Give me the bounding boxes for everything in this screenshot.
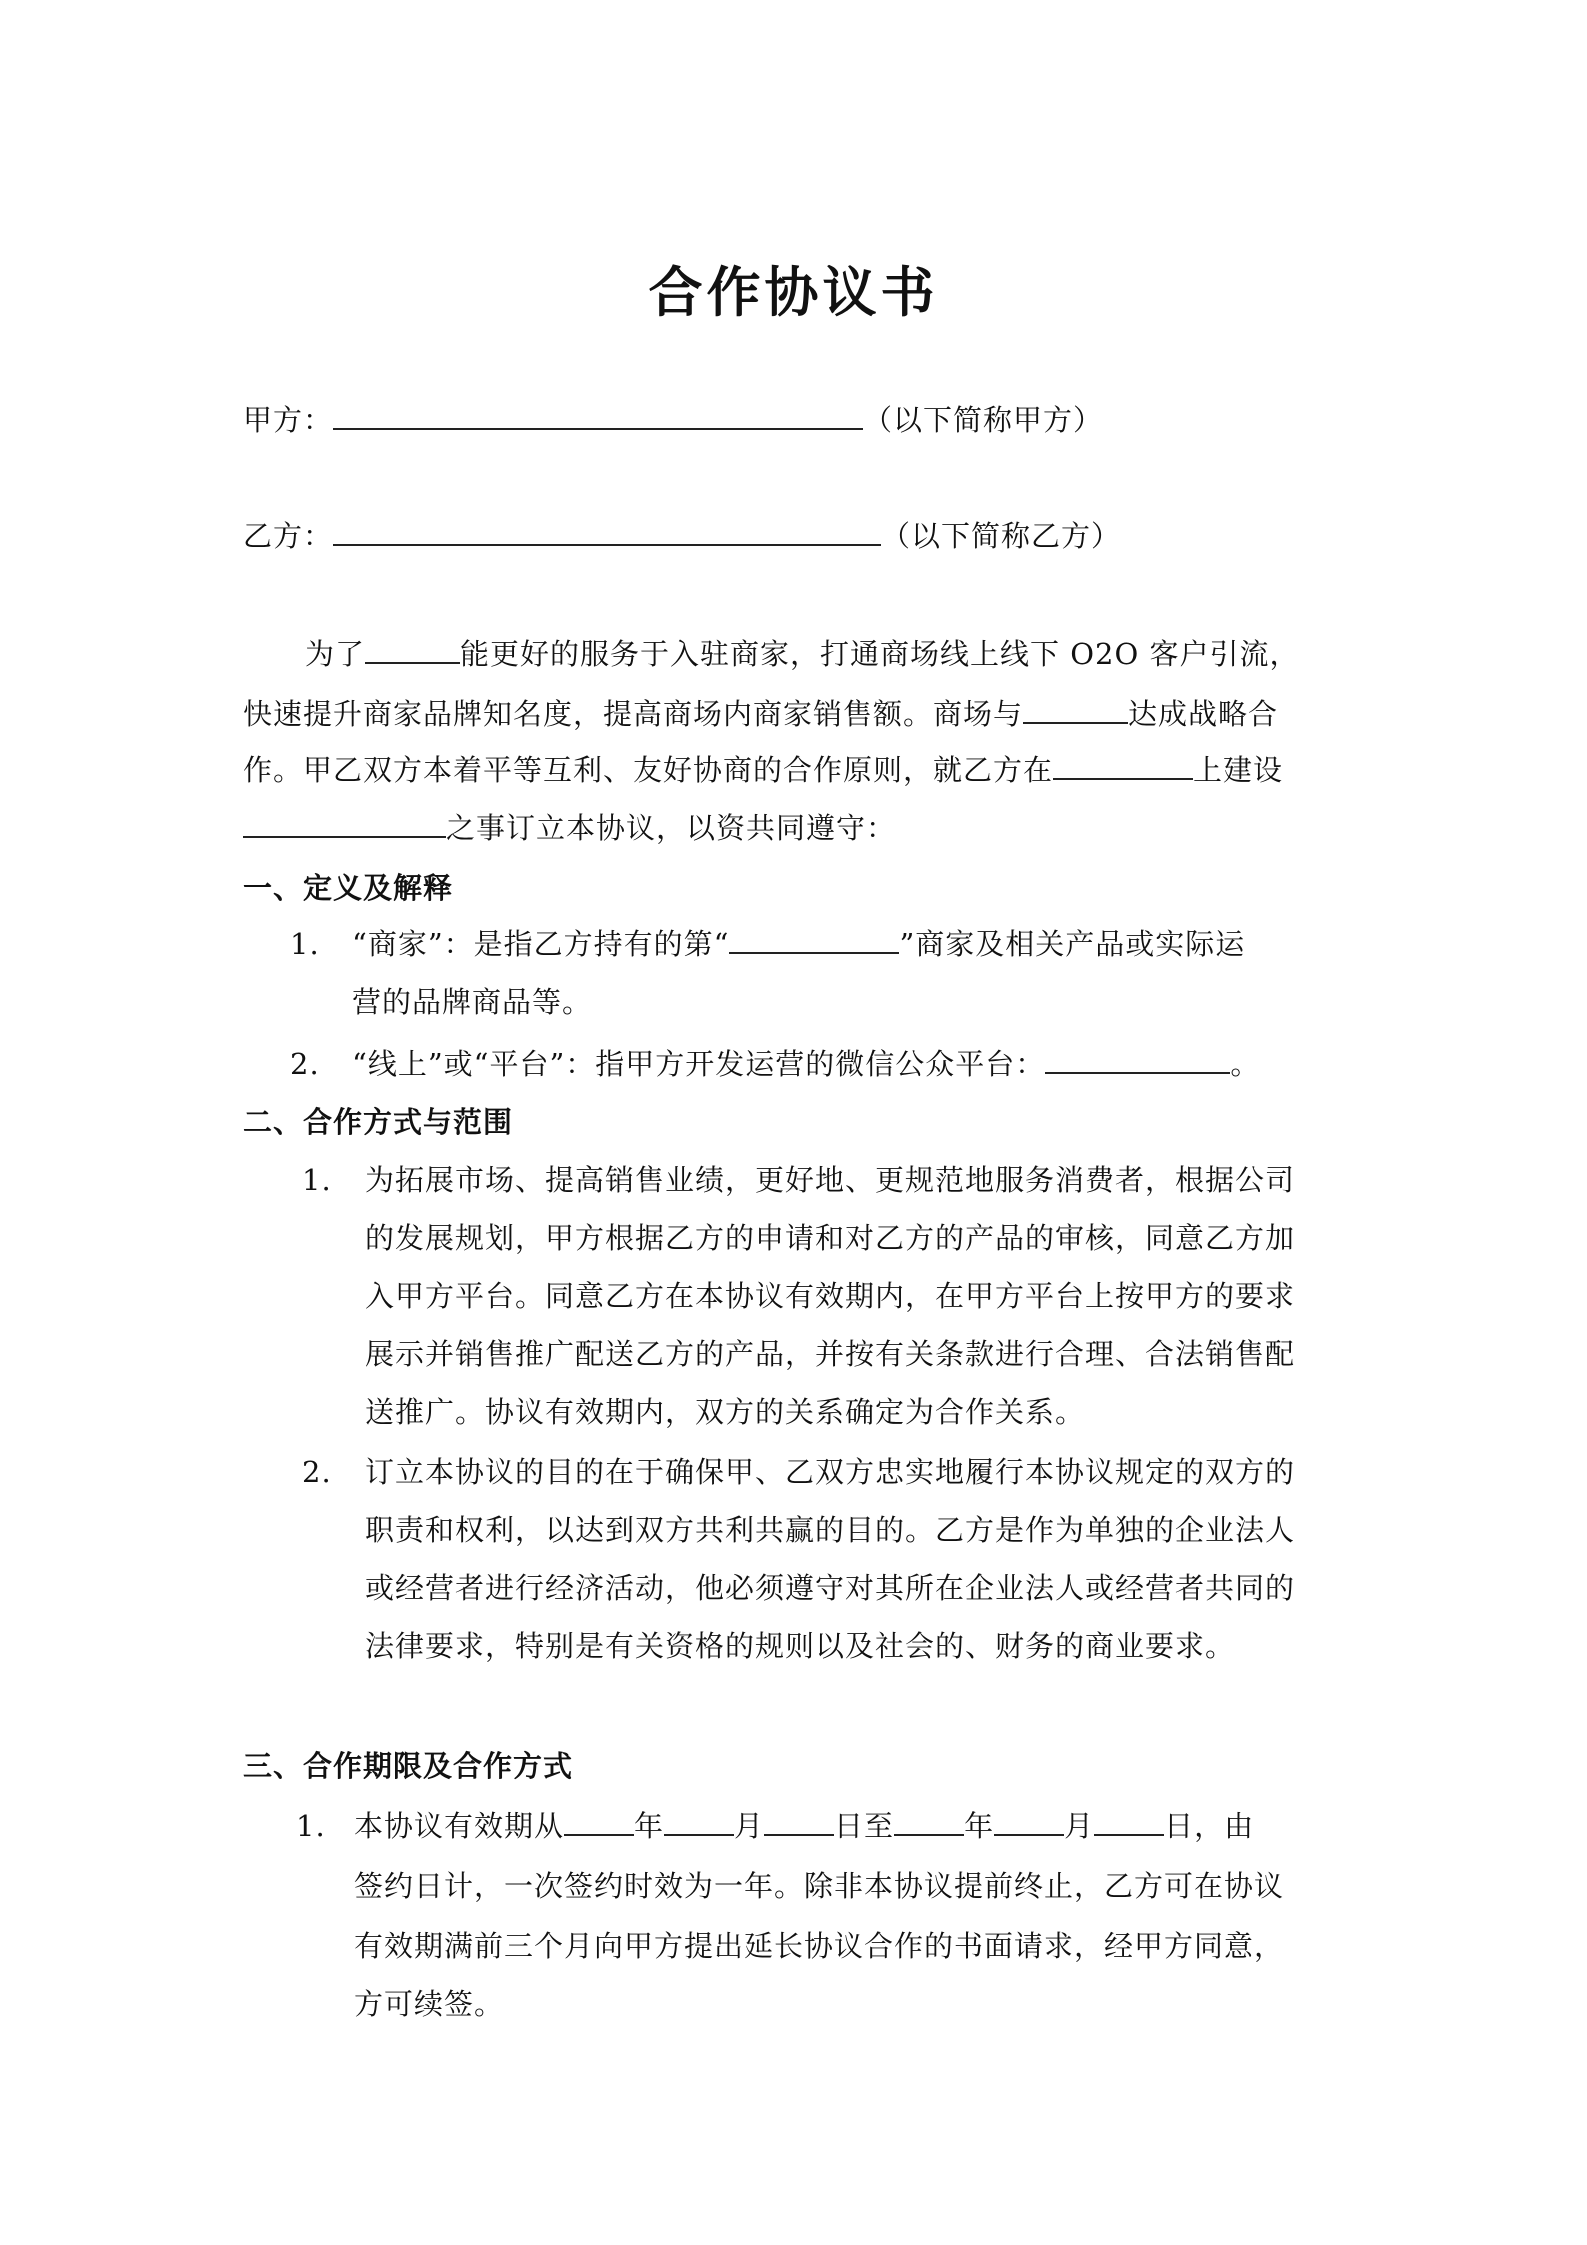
section-3-heading: 三、合作期限及合作方式 [243,1749,574,1783]
intro-text: 达成战略合 [1128,697,1279,731]
s3-item1-line-1 [296,1806,1254,1846]
intro-line-1 [305,634,1299,674]
s2-item2-num: 2. [302,1455,332,1489]
s1-item2-line [290,1044,1260,1084]
date-blank-end-month [994,1810,1064,1836]
party-a-line [243,400,1103,440]
section-2-heading: 二、合作方式与范围 [243,1105,514,1139]
s2-item1-line-5: 送推广。协议有效期内，双方的关系确定为合作关系。 [365,1395,1086,1429]
party-a-suffix: （以下简称甲方） [863,403,1104,437]
intro-text: 为了 [305,637,366,671]
year-label: 年 [634,1809,665,1843]
date-blank-start-month [664,1810,734,1836]
intro-text: 上建设 [1193,753,1284,787]
s2-item2-line-2: 职责和权利，以达到双方共利共赢的目的。乙方是作为单独的企业法人 [365,1513,1296,1547]
intro-line-3 [243,750,1283,790]
intro-blank-3 [1053,754,1193,780]
s1-item1-text: ”商家及相关产品或实际运 [899,927,1246,961]
party-a-blank [333,404,863,430]
s2-item1-line-4: 展示并销售推广配送乙方的产品，并按有关条款进行合理、合法销售配 [365,1337,1296,1371]
s1-item1-line-1 [290,924,1245,964]
year-label: 年 [964,1809,995,1843]
intro-blank-4 [243,812,446,838]
month-label: 月 [734,1809,765,1843]
party-b-line [243,516,1121,556]
date-blank-end-year [894,1810,964,1836]
s2-item1-line-3: 入甲方平台。同意乙方在本协议有效期内，在甲方平台上按甲方的要求 [365,1279,1296,1313]
intro-text: 能更好的服务于入驻商家，打通商场线上线下 O2O 客户引流， [460,637,1300,671]
s3-item1-text: 本协议有效期从 [354,1809,565,1843]
intro-text: 之事订立本协议，以资共同遵守： [446,811,897,845]
s1-item1-line-2: 营的品牌商品等。 [352,985,593,1019]
intro-text: 作。甲乙双方本着平等互利、友好协商的合作原则，就乙方在 [243,753,1054,787]
section-1-heading: 一、定义及解释 [243,871,454,905]
document-title: 合作协议书 [648,261,939,324]
intro-text: 快速提升商家品牌知名度，提高商场内商家销售额。商场与 [243,697,1024,731]
party-b-suffix: （以下简称乙方） [881,519,1122,553]
intro-blank-1 [365,638,460,664]
s3-item1-line-4: 方可续签。 [354,1987,505,2021]
s2-item2-line-4: 法律要求，特别是有关资格的规则以及社会的、财务的商业要求。 [365,1629,1236,1663]
s2-item2-line-3: 或经营者进行经济活动，他必须遵守对其所在企业法人或经营者共同的 [365,1571,1296,1605]
s2-item1-line-1: 为拓展市场、提高销售业绩，更好地、更规范地服务消费者，根据公司 [365,1163,1296,1197]
s1-item2-text: “线上”或“平台”：指甲方开发运营的微信公众平台： [352,1047,1046,1081]
s1-item1-blank [729,928,899,954]
day-to-label: 日至 [834,1809,895,1843]
s1-item1-text: “商家”：是指乙方持有的第“ [352,927,730,961]
date-blank-start-day [764,1810,834,1836]
date-blank-end-day [1094,1810,1164,1836]
day-end-label: 日，由 [1164,1809,1255,1843]
s1-item2-num: 2. [290,1047,320,1081]
s1-item1-num: 1. [290,927,320,961]
s1-item2-text: 。 [1230,1047,1261,1081]
s2-item1-line-2: 的发展规划，甲方根据乙方的申请和对乙方的产品的审核，同意乙方加 [365,1221,1296,1255]
s2-item2-line-1: 订立本协议的目的在于确保甲、乙双方忠实地履行本协议规定的双方的 [365,1455,1296,1489]
month-label: 月 [1064,1809,1095,1843]
intro-line-4 [243,808,896,848]
party-b-blank [333,520,881,546]
party-b-label: 乙方： [243,519,334,553]
date-blank-start-year [564,1810,634,1836]
s3-item1-num: 1. [296,1809,326,1843]
intro-blank-2 [1023,698,1128,724]
s3-item1-line-2: 签约日计，一次签约时效为一年。除非本协议提前终止，乙方可在协议 [354,1869,1285,1903]
party-a-label: 甲方： [243,403,334,437]
s2-item1-num: 1. [302,1163,332,1197]
s3-item1-line-3: 有效期满前三个月向甲方提出延长协议合作的书面请求，经甲方同意， [354,1929,1285,1963]
s1-item2-blank [1045,1048,1230,1074]
intro-line-2 [243,694,1278,734]
